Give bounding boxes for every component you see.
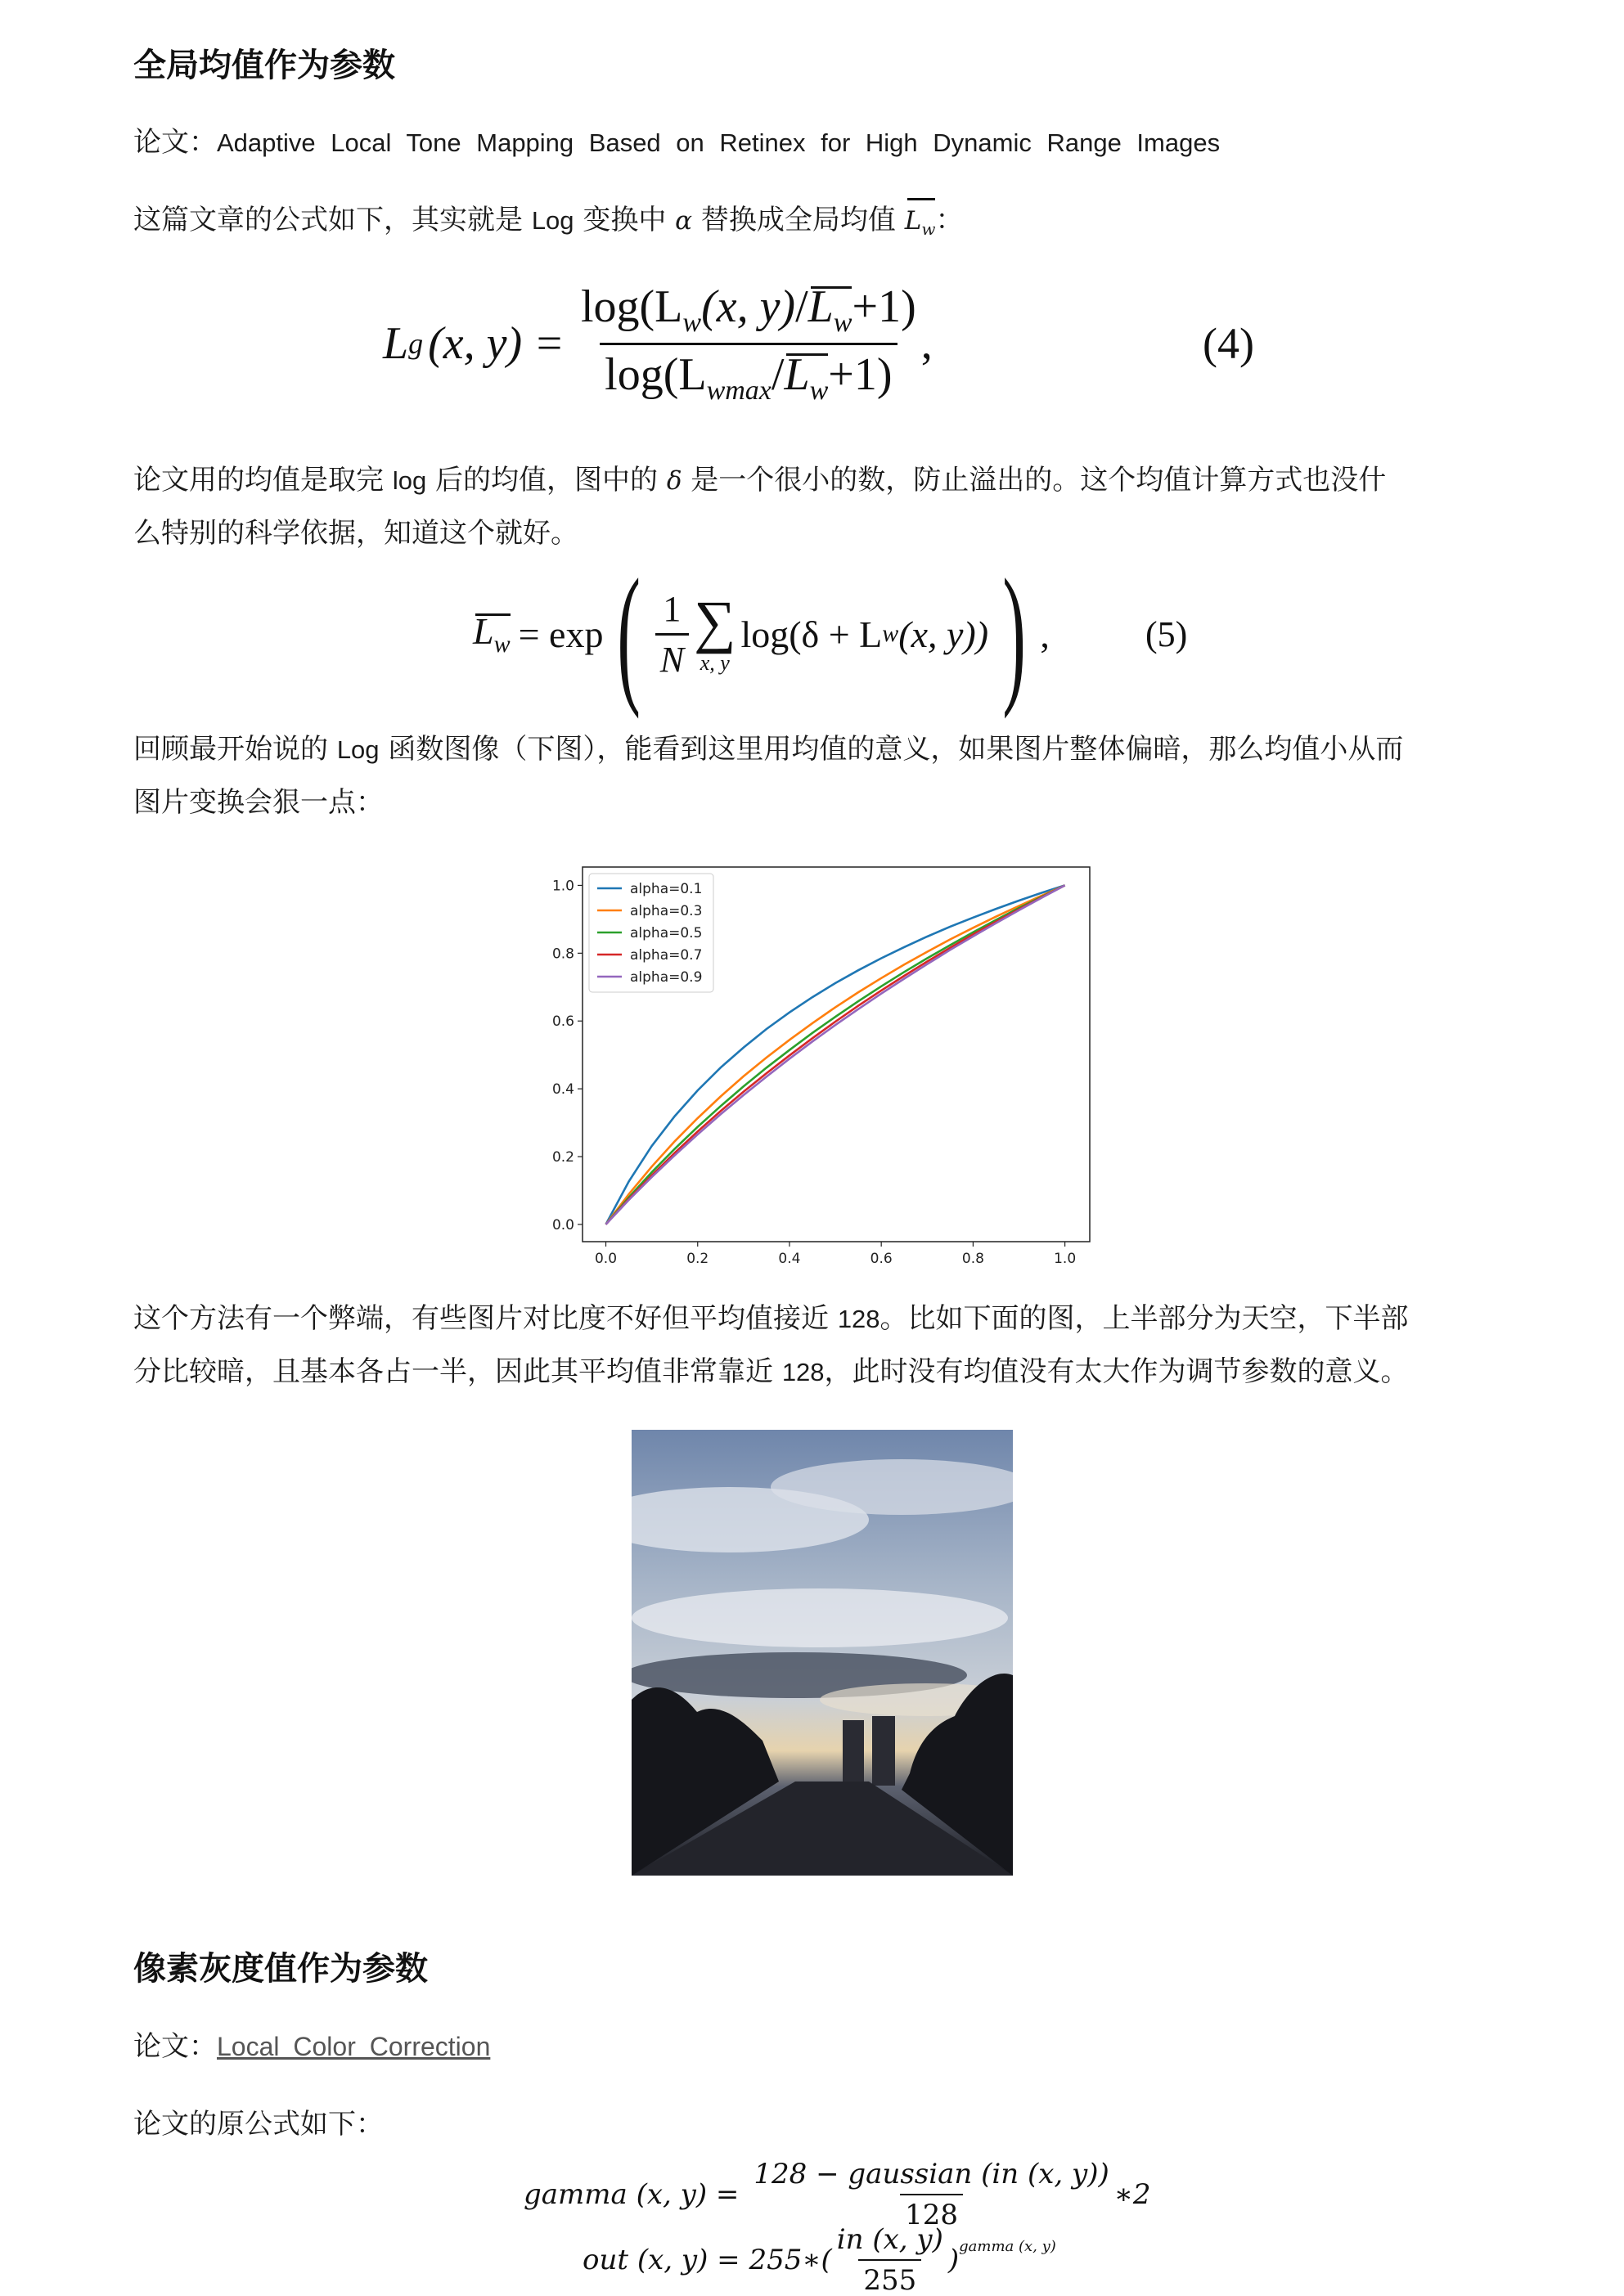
legend-label: alpha=0.5	[630, 925, 703, 941]
gamma-equation	[524, 2158, 1151, 2231]
eq5-sigma: ∑	[694, 589, 736, 654]
y-tick-label: 1.0	[551, 878, 574, 895]
eq4-num-args: (x, y)	[701, 281, 796, 333]
section-heading-pixel-gray: 像素灰度值作为参数	[133, 1950, 428, 1988]
drawback-paragraph	[133, 1292, 1508, 1399]
x-tick-label: 0.8	[961, 1251, 984, 1267]
eq4-den-slash: /	[771, 348, 785, 400]
gamma-num: 128 − gaussian (in (x, y))	[754, 2158, 1109, 2190]
paper-prefix: 论文：	[133, 126, 217, 159]
x-tick-label: 0.2	[686, 1251, 709, 1267]
out-lhs: out (x, y) = 255∗(	[583, 2244, 832, 2276]
mean-explanation-paragraph	[133, 454, 1508, 559]
p3-log: Log	[336, 735, 380, 764]
legend-label: alpha=0.3	[630, 903, 703, 919]
out-den: 255	[858, 2259, 921, 2295]
eq5-right-paren: )	[1002, 548, 1026, 720]
eq5-body-end: (x, y))	[898, 613, 989, 655]
p4-text-a: 这个方法有一个弊端，有些图片对比度不好但平均值接近	[133, 1302, 829, 1335]
eq4-den-end: +1)	[828, 348, 893, 400]
p4-128-b: 128	[781, 1358, 825, 1386]
eq5-fraction	[655, 588, 689, 681]
out-fraction	[832, 2225, 948, 2295]
y-tick-label: 0.2	[551, 1149, 574, 1166]
p2-line2: 么特别的科学依据，知道这个就好。	[133, 517, 578, 550]
paper-citation-1	[133, 116, 1508, 169]
alpha-symbol: α	[675, 206, 693, 236]
delta-symbol: δ	[666, 466, 682, 496]
p2-text-c: 后的均值，图中的	[435, 464, 658, 496]
eq4-den-lw	[784, 348, 828, 407]
p4-text-d: 分比较暗，且基本各占一半，因此其平均值非常靠近	[133, 1355, 773, 1388]
intro-text-a: 这篇文章的公式如下，其实就是	[133, 204, 523, 236]
sky-photo	[632, 1430, 1013, 1876]
paper-prefix-2: 论文：	[133, 2030, 217, 2063]
eq4-num-slash: /	[795, 281, 808, 333]
equation-4	[383, 270, 1283, 417]
y-tick-label: 0.4	[551, 1081, 574, 1099]
p3-line1	[133, 723, 1508, 776]
eq5-frac-num: 1	[663, 588, 682, 629]
photo-tower-2	[872, 1716, 895, 1786]
photo-cloud-3	[632, 1588, 1008, 1647]
x-tick-label: 0.4	[778, 1251, 801, 1267]
eq4-num-end: +1)	[852, 281, 916, 333]
intro-text-c: 变换中	[583, 204, 667, 236]
p2-line1	[133, 454, 1508, 507]
p2-text-a: 论文用的均值是取完	[133, 464, 384, 496]
lw-letter: L	[904, 206, 922, 236]
gamma-lhs: gamma (x, y) =	[524, 2178, 740, 2211]
eq5-body-sub: w	[882, 620, 899, 647]
eq5-frac-den: N	[655, 633, 689, 681]
x-tick-label: 0.0	[594, 1251, 618, 1267]
p4-128-a: 128	[837, 1305, 880, 1333]
log-curve-chart	[540, 859, 1096, 1276]
eq5-sigma-lim: x, y	[700, 651, 730, 675]
photo-tower-1	[843, 1720, 864, 1786]
p3-line2: 图片变换会狠一点：	[133, 786, 384, 819]
p4-text-c: 。比如下面的图，上半部分为天空，下半部	[879, 1302, 1409, 1335]
legend-label: alpha=0.9	[630, 969, 703, 986]
eq5-body: log(δ + L	[740, 613, 883, 655]
lw-mean-symbol	[905, 195, 936, 255]
y-tick-label: 0.8	[551, 946, 574, 963]
eq4-den-sub: wmax	[706, 375, 772, 406]
paper-title: Adaptive Local Tone Mapping Based on Retinex for High Dynamic Range Images	[217, 128, 1221, 157]
eq5-lhs-sub: w	[493, 631, 511, 658]
y-tick-label: 0.6	[551, 1013, 574, 1031]
p2-log: log	[392, 466, 427, 495]
eq4-lhs-sub: g	[408, 327, 424, 360]
eq4-den-log: log(L	[605, 348, 707, 400]
equation-5	[473, 548, 1209, 720]
x-tick-label: 1.0	[1054, 1251, 1077, 1267]
eq5-sum	[694, 589, 736, 676]
eq4-numerator	[576, 281, 921, 342]
p4-text-f: ，此时没有均值没有太大作为调节参数的意义。	[824, 1355, 1409, 1388]
intro-log: Log	[531, 206, 574, 235]
formula-intro: 论文的原公式如下：	[133, 2108, 384, 2141]
local-color-correction-link[interactable]: Local Color Correction	[217, 2032, 491, 2061]
legend-label: alpha=0.7	[630, 947, 703, 964]
p3-text-a: 回顾最开始说的	[133, 733, 328, 766]
eq4-lhs: L	[383, 318, 409, 369]
gamma-tail: ∗2	[1113, 2178, 1151, 2211]
log-curve-paragraph	[133, 723, 1508, 829]
eq4-lhs-args: (x, y) =	[428, 318, 565, 369]
p4-line1	[133, 1292, 1508, 1346]
eq4-num-lw-sub: w	[833, 308, 852, 339]
paper-citation-2	[133, 2020, 1508, 2073]
eq5-comma: ,	[1040, 613, 1050, 655]
p3-text-c: 函数图像（下图），能看到这里用均值的意义，如果图片整体偏暗，那么均值小从而	[388, 733, 1404, 766]
eq5-left-paren: (	[617, 548, 641, 720]
eq4-number: (4)	[1203, 319, 1254, 368]
out-close: )	[947, 2244, 960, 2276]
legend-label: alpha=0.1	[630, 881, 703, 897]
intro-text-e: ：	[935, 204, 964, 236]
gamma-fraction	[749, 2158, 1113, 2231]
p4-line2	[133, 1346, 1508, 1399]
eq4-num-lw	[808, 281, 852, 339]
lw-sub: w	[921, 219, 936, 240]
out-num: in (x, y)	[836, 2225, 943, 2256]
y-tick-label: 0.0	[551, 1216, 574, 1233]
x-tick-label: 0.6	[870, 1251, 893, 1267]
intro-paragraph	[133, 194, 1508, 255]
eq4-num-log: log(L	[580, 281, 683, 333]
eq5-number: (5)	[1145, 613, 1188, 654]
out-exponent: gamma (x, y)	[959, 2238, 1056, 2255]
section-heading-global-mean: 全局均值作为参数	[133, 47, 395, 84]
p2-text-d: 是一个很小的数，防止溢出的。这个均值计算方式也没什	[691, 464, 1387, 496]
eq4-num-lw-letter: L	[808, 281, 834, 333]
eq4-num-sub: w	[682, 308, 702, 339]
eq4-comma: ,	[920, 318, 933, 369]
gamma-den: 128	[900, 2194, 963, 2231]
eq5-exp: = exp	[518, 613, 604, 655]
intro-text-d: 替换成全局均值	[700, 204, 896, 236]
eq4-fraction	[576, 281, 921, 406]
out-equation	[583, 2225, 1056, 2295]
eq4-denominator	[600, 343, 897, 407]
eq5-lhs-letter: L	[473, 609, 494, 652]
eq5-lhs	[473, 609, 511, 658]
eq4-den-lw-sub: w	[809, 375, 829, 406]
eq4-den-lw-letter: L	[784, 348, 810, 400]
